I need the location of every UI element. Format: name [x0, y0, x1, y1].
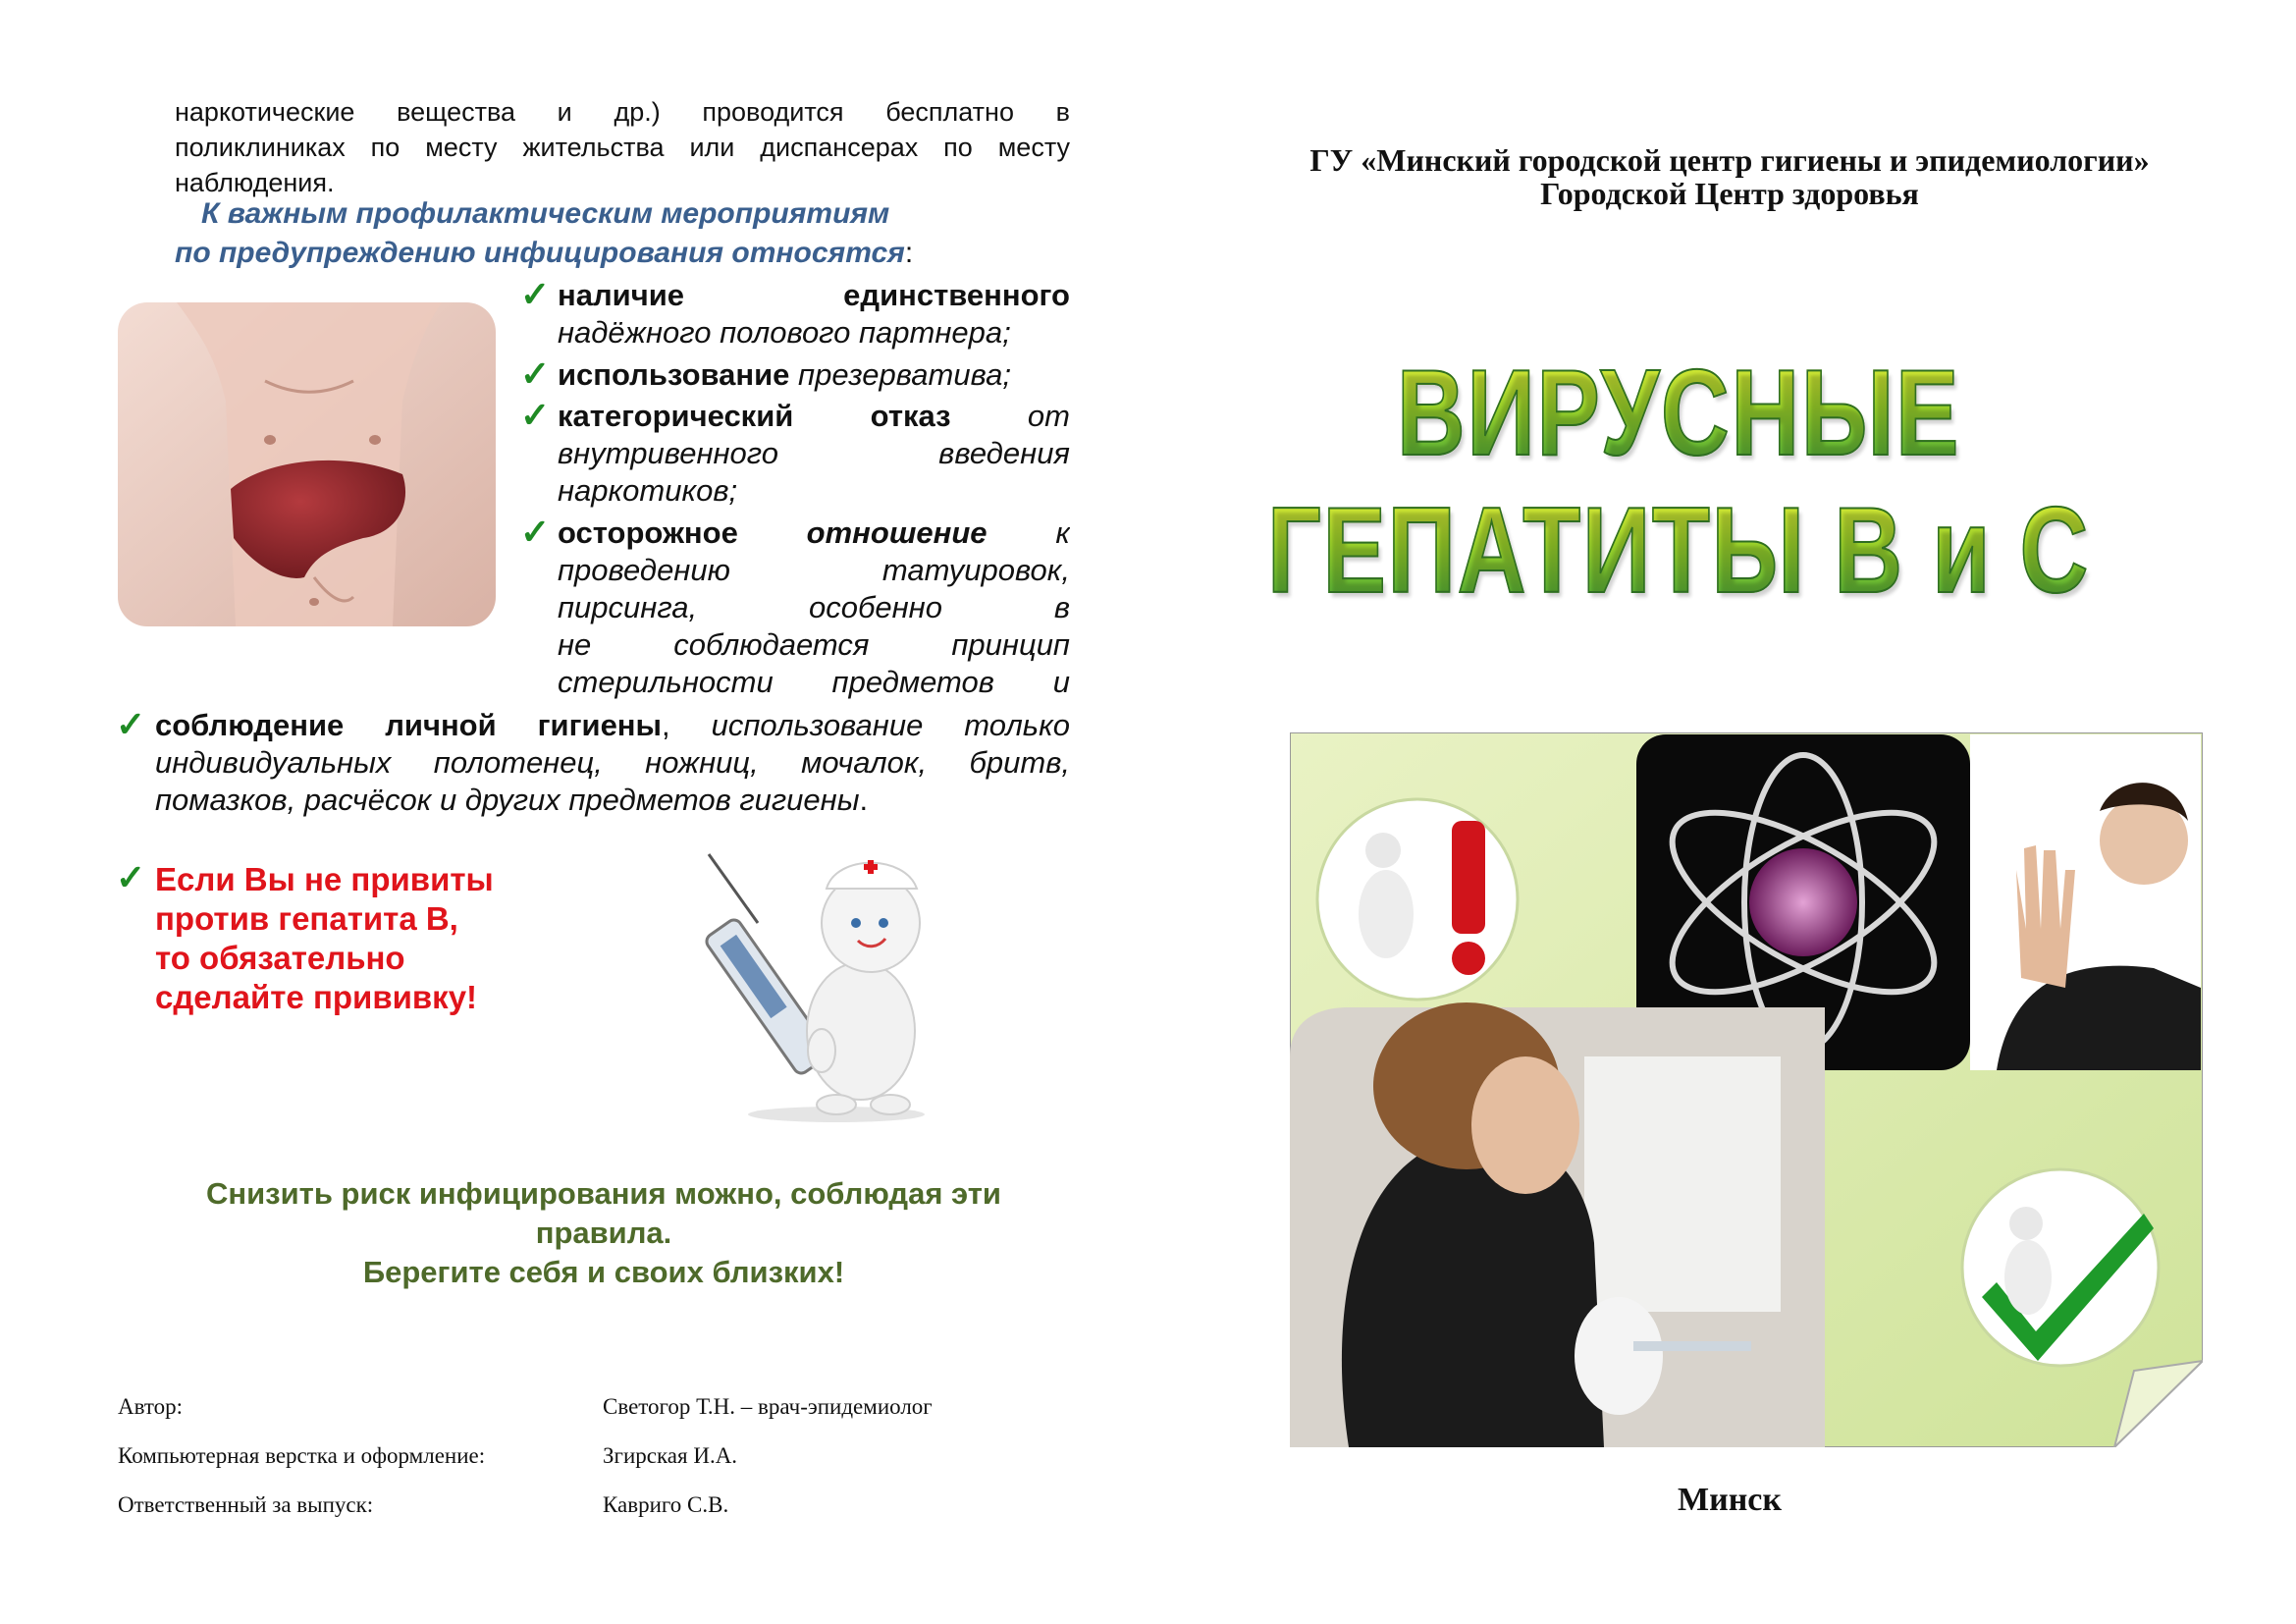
credit-responsible-value: Кавриго С.В. — [603, 1492, 729, 1517]
credit-author-value: Светогор Т.Н. – врач-эпидемиолог — [603, 1394, 933, 1419]
check-icon: ✓ — [520, 512, 551, 552]
credit-layout-label: Компьютерная верстка и оформление: — [118, 1443, 486, 1468]
prevention-item-4-continued: не соблюдается принцип стерильности предметов и — [558, 627, 1070, 699]
prevention-item-4-start: осторожное отношение к проведению татуировок, пирсинга, особенно в — [558, 515, 1070, 624]
closing-message: Снизить риск инфицирования можно, соблюдая эти правила. Берегите себя и своих близких! — [206, 1176, 1001, 1289]
intro-paragraph — [175, 94, 1070, 200]
check-icon: ✓ — [116, 857, 146, 897]
check-icon: ✓ — [520, 395, 551, 435]
credit-author-label: Автор: — [118, 1394, 184, 1419]
intro-line-3: наблюдения. — [175, 168, 335, 197]
stop-hand-man-image — [1970, 734, 2201, 1070]
prevention-item-1: наличие единственного надёжного полового партнера; — [558, 278, 1070, 350]
vaccination-photo — [1290, 1002, 1825, 1447]
prevention-item-3: категорический отказ от внутривенного введения наркотиков; — [558, 399, 1070, 508]
credit-layout-value: Згирская И.А. — [603, 1443, 738, 1468]
cover-collage — [1290, 732, 2203, 1447]
check-figure-image — [1962, 1169, 2159, 1366]
credit-responsible-label: Ответственный за выпуск: — [118, 1492, 374, 1517]
check-icon: ✓ — [116, 704, 146, 744]
prevention-heading-line-1: К важным профилактическим мероприятиям — [201, 197, 890, 230]
intro-line-2: поликлиниках по месту жительства или диспансерах по месту — [175, 133, 1070, 162]
prevention-heading-line-2: по предупреждению инфицирования относятся: — [175, 237, 914, 269]
check-icon: ✓ — [520, 274, 551, 314]
prevention-item-5: соблюдение личной гигиены, использование только индивидуальных полотенец, ножниц, мочалок, бритв, помазков, расчёсок и других предметов гигиены. — [155, 708, 1070, 817]
check-icon: ✓ — [520, 353, 551, 394]
city-label: Минск — [1678, 1482, 1782, 1518]
exclamation-figure-image — [1317, 799, 1518, 1000]
prevention-item-2: использование презерватива; — [558, 357, 1011, 392]
intro-line-1: наркотические вещества и др.) проводится бесплатно в — [175, 97, 1070, 127]
liver-torso-illustration — [118, 302, 496, 626]
title-line-2: ГЕПАТИТЫ В и С — [1211, 481, 2146, 621]
nurse-syringe-illustration — [689, 835, 966, 1125]
title-line-1: ВИРУСНЫЕ — [1211, 344, 2146, 483]
vaccination-warning: Если Вы не привиты против гепатита В, то обязательно сделайте прививку! — [155, 861, 494, 1015]
org-name: ГУ «Минский городской центр гигиены и эпидемиологии» Городской Центр здоровья — [1309, 142, 2150, 211]
